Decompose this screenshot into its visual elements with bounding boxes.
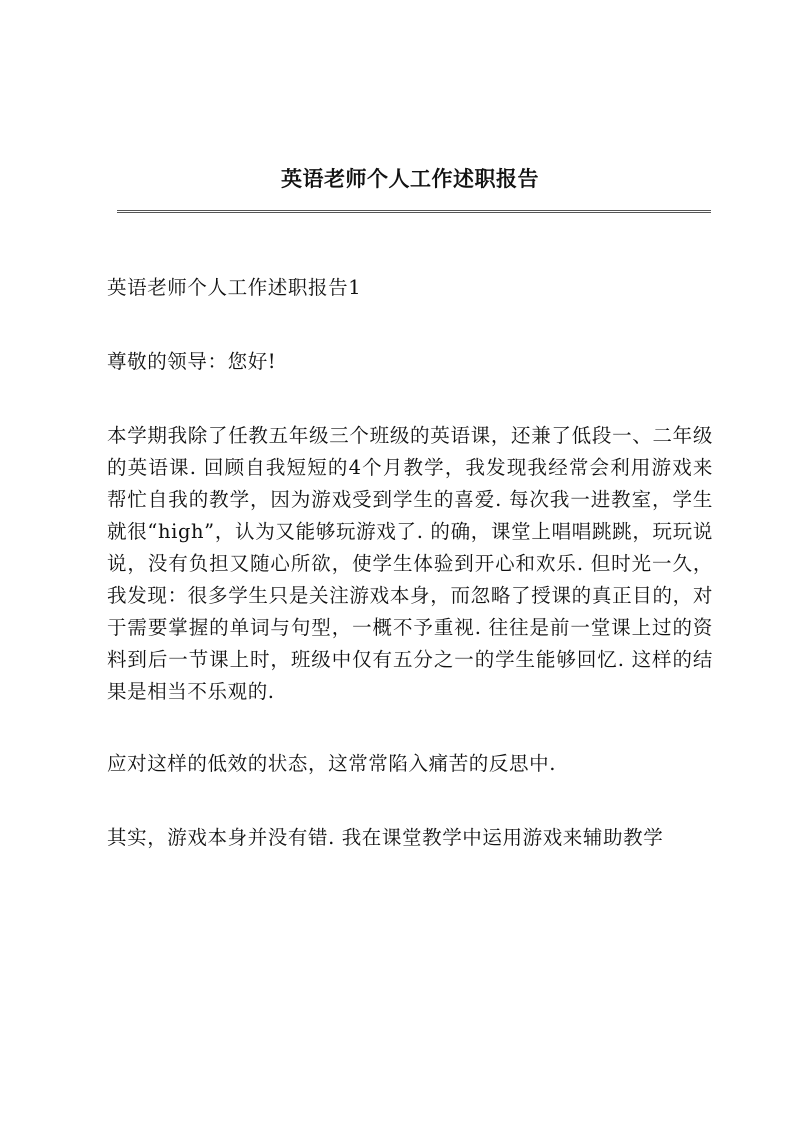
document-body [107, 272, 713, 896]
title-divider [117, 210, 711, 213]
document-title: 英语老师个人工作述职报告 [281, 166, 539, 191]
section-heading: 英语老师个人工作述职报告1 [107, 276, 362, 299]
salutation: 尊敬的领导：您好! [107, 350, 277, 373]
body-paragraph: 其实，游戏本身并没有错. 我在课堂教学中运用游戏来辅助教学 [107, 826, 664, 849]
body-paragraph: 本学期我除了任教五年级三个班级的英语课，还兼了低段一、二年级的英语课. 回顾自我短短的4个月教学，我发现我经常会利用游戏来帮忙自我的教学，因为游戏受到学生的喜爱. 每次我一进教室，学生就很“high”，认为又能够玩游戏了. 的确，课堂上唱唱跳跳，玩玩说说，没有负担又随心所欲，使学生体验到开心和欢乐. 但时光一久，我发现：很多学生只是关注游戏本身，而忽略了授课的真正目的，对于需要掌握的单词与句型，一概不予重视. 往往是前一堂课上过的资料到后一节课上时，班级中仅有五分之一的学生能够回忆. 这样的结果是相当不乐观的. [107, 424, 713, 703]
body-paragraph: 应对这样的低效的状态，这常常陷入痛苦的反思中. [107, 752, 556, 775]
